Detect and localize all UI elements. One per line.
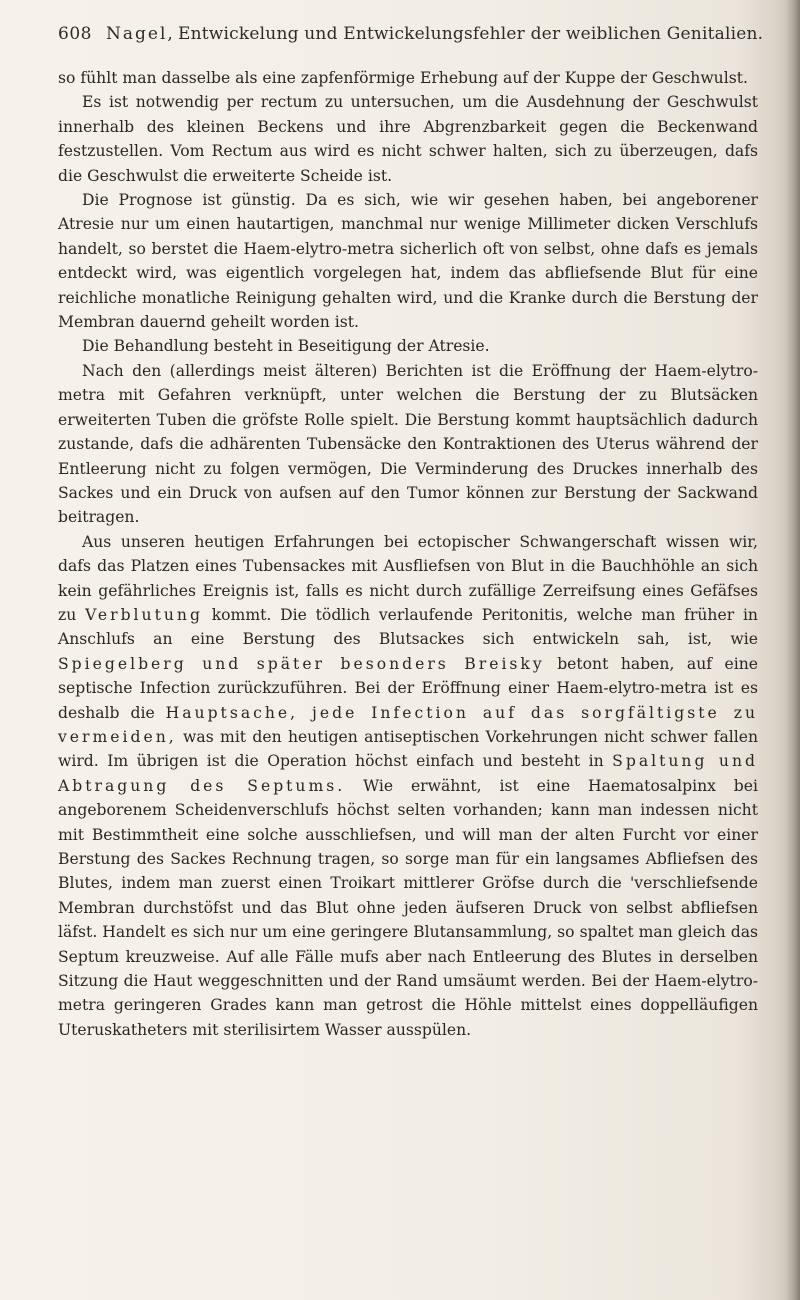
paragraph-6-start: Aus unseren heutigen Erfahrungen bei ectopischer Schwangerschaft wissen wir, dafs das Platzen eines Tubensackes mit Ausfliefsen von Blut in die Bauchhöhle an sich kein gefährliches Ereignis ist, falls es nicht durch zufällige Zerreifsung eines Gefäfses zu <box>58 532 758 624</box>
paragraph-3: Die Prognose ist günstig. Da es sich, wie wir gesehen haben, bei angeborener Atresie nur um einen hautartigen, manchmal nur wenige Millimeter dicken Verschlufs handelt, so berstet die Haem-elytro-metra sicherlich oft von selbst, ohne dafs es jemals entdeckt wird, was eigentlich vorgelegen hat, indem das abfliefsende Blut für eine reichliche monatliche Reinigung gehalten wird, und die Kranke durch die Berstung der Membran dauernd geheilt worden ist. <box>58 191 758 332</box>
paragraph-6-text-2: betont haben, auf eine septische Infection zurückzuführen. Bei der Eröffnung einer Haem-elytro-metra ist es deshalb die <box>58 654 758 722</box>
paragraph-6 <box>58 530 758 1043</box>
paragraph-1: so fühlt man dasselbe als eine zapfenförmige Erhebung auf der Kuppe der Geschwulst. <box>58 69 748 87</box>
paragraph-5: Nach den (allerdings meist älteren) Berichten ist die Eröffnung der Haem-elytro-metra mit Gefahren verknüpft, unter welchen die Berstung der zu Blutsäcken erweiterten Tuben die gröfste Rolle spielt. Die Berstung kommt hauptsächlich dadurch zustande, dafs die adhärenten Tubensäcke den Kontraktionen des Uterus während der Entleerung nicht zu folgen vermögen, Die Verminderung des Druckes innerhalb des Sackes und ein Druck von aufsen auf den Tumor können zur Berstung der Sackwand beitragen. <box>58 361 758 527</box>
paragraph-6-text-4: Wie erwähnt, ist eine Haematosalpinx bei angeborenem Scheidenverschlufs höchst selten vorhanden; kann man indessen nicht mit Bestimmtheit eine solche ausschliefsen, und will man der alten Furcht vor einer Berstung des Sackes Rechnung tragen, so sorge man für ein langsames Abfliefsen des Blutes, indem man zuerst einen Troikart mittlerer Gröfse durch die 'verschliefsende Membran durchstöfst und das Blut ohne jeden äufseren Druck von selbst abfliefsen läfst. Handelt es sich nur um eine geringere Blutansammlung, so spaltet man gleich das Septum kreuzweise. Auf alle Fälle mufs aber nach Entleerung des Blutes in derselben Sitzung die Haut weggeschnitten und der Rand umsäumt werden. Bei der Haem-elytro-metra geringeren Grades kann man getrost die Höhle mittelst eines doppelläufigen Uteruskatheters mit sterilisirtem Wasser ausspülen. <box>58 776 758 1039</box>
page-edge-shadow <box>786 0 800 1300</box>
spaced-emphasis-2: Spiegelberg und später besonders Breisky <box>58 654 545 673</box>
page-number: 608 <box>58 24 92 44</box>
header-title: Entwickelung und Entwickelungsfehler der weiblichen Genitalien. <box>178 24 764 44</box>
body-text <box>58 66 758 1042</box>
paragraph-4: Die Behandlung besteht in Beseitigung der Atresie. <box>82 337 490 356</box>
spaced-emphasis-4: Spaltung und Abtragung des Septums. <box>58 752 758 795</box>
paragraph-6-text-1: kommt. Die tödlich verlaufende Peritonitis, welche man früher in Anschlufs an eine Berstung des Blutsackes sich entwickeln sah, ist, wie <box>58 605 758 649</box>
spaced-emphasis-1: Verblutung <box>85 605 203 624</box>
header-author: Nagel, <box>106 24 175 44</box>
running-header <box>58 24 764 50</box>
spaced-emphasis-3: Hauptsache, jede Infection auf das sorgfältigste zu vermeiden, <box>58 703 758 746</box>
paragraph-6-text-3: was mit den heutigen antiseptischen Vorkehrungen nicht schwer fallen wird. Im übrigen ist die Operation höchst einfach und besteht in <box>58 727 758 771</box>
paragraph-2: Es ist notwendig per rectum zu untersuchen, um die Ausdehnung der Geschwulst innerhalb des kleinen Beckens und ihre Abgrenzbarkeit gegen die Beckenwand festzustellen. Vom Rectum aus wird es nicht schwer halten, sich zu überzeugen, dafs die Geschwulst die erweiterte Scheide ist. <box>58 93 758 185</box>
